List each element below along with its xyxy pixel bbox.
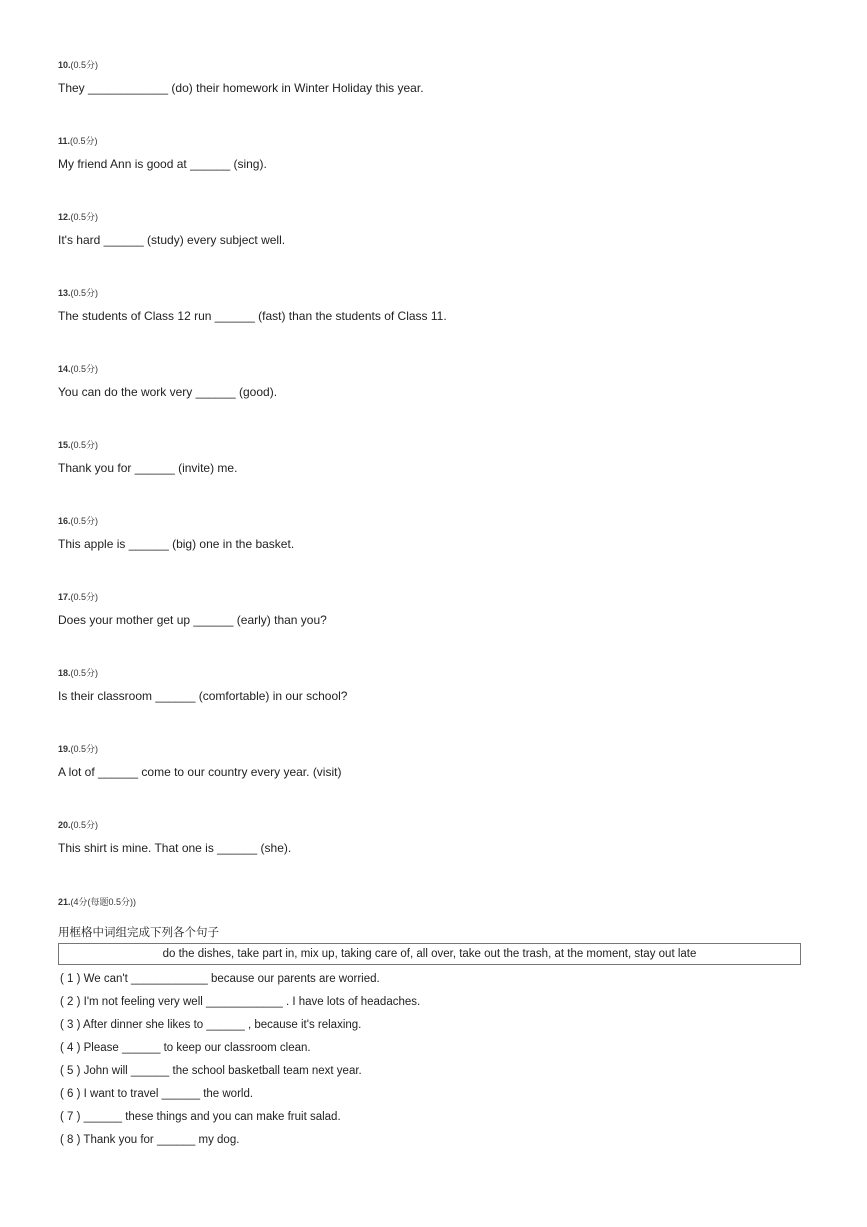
question-score: (4分(每题0.5分))	[70, 897, 137, 907]
word-bank-box: do the dishes, take part in, mix up, taking care of, all over, take out the trash, at the moment, stay out late	[58, 943, 801, 965]
question-text: This shirt is mine. That one is ______ (she).	[58, 841, 292, 855]
sub-question-5: ( 5 ) John will ______ the school basketball team next year.	[60, 1065, 362, 1077]
question-text: This apple is ______ (big) one in the basket.	[58, 537, 295, 551]
question-score: (0.5分)	[70, 592, 99, 602]
question-score: (0.5分)	[70, 136, 98, 146]
question-number: 15.	[58, 440, 71, 450]
question-17	[58, 590, 327, 627]
sub-question-4: ( 4 ) Please ______ to keep our classroom clean.	[60, 1042, 311, 1054]
question-number: 21.	[58, 897, 71, 907]
question-15	[58, 438, 238, 475]
question-14	[58, 362, 278, 399]
question-20	[58, 818, 292, 855]
question-text: It's hard ______ (study) every subject well.	[58, 233, 286, 247]
question-score: (0.5分)	[70, 364, 99, 374]
question-text: The students of Class 12 run ______ (fast) than the students of Class 11.	[58, 309, 447, 323]
sub-question-6: ( 6 ) I want to travel ______ the world.	[60, 1088, 254, 1100]
question-number: 17.	[58, 592, 71, 602]
question-instruction: 用框格中词组完成下列各个句子	[58, 927, 219, 939]
sub-question-7: ( 7 ) ______ these things and you can make fruit salad.	[60, 1111, 341, 1123]
question-text: Does your mother get up ______ (early) than you?	[58, 613, 327, 627]
question-13	[58, 286, 447, 323]
question-12	[58, 210, 286, 247]
sub-question-1: ( 1 ) We can't ____________ because our parents are worried.	[60, 973, 380, 985]
question-text: Thank you for ______ (invite) me.	[58, 461, 238, 475]
question-score: (0.5分)	[70, 288, 99, 298]
question-text: You can do the work very ______ (good).	[58, 385, 278, 399]
sub-question-8: ( 8 ) Thank you for ______ my dog.	[60, 1134, 240, 1146]
question-text: They ____________ (do) their homework in Winter Holiday this year.	[58, 81, 424, 95]
question-score: (0.5分)	[70, 212, 99, 222]
question-number: 11.	[58, 136, 71, 146]
question-text: My friend Ann is good at ______ (sing).	[58, 157, 267, 171]
question-number: 16.	[58, 516, 71, 526]
question-number: 14.	[58, 364, 71, 374]
question-19	[58, 742, 342, 779]
question-number: 12.	[58, 212, 71, 222]
question-score: (0.5分)	[70, 744, 99, 754]
question-21-header	[58, 895, 136, 909]
question-score: (0.5分)	[70, 820, 99, 830]
question-number: 18.	[58, 668, 71, 678]
question-number: 13.	[58, 288, 71, 298]
question-score: (0.5分)	[70, 668, 99, 678]
question-score: (0.5分)	[70, 60, 99, 70]
question-text: Is their classroom ______ (comfortable) in our school?	[58, 689, 348, 703]
question-10	[58, 58, 424, 95]
question-number: 19.	[58, 744, 71, 754]
question-11	[58, 134, 267, 171]
question-18	[58, 666, 348, 703]
sub-question-2: ( 2 ) I'm not feeling very well ____________ . I have lots of headaches.	[60, 996, 421, 1008]
question-score: (0.5分)	[70, 440, 99, 450]
question-16	[58, 514, 295, 551]
question-number: 10.	[58, 60, 71, 70]
question-number: 20.	[58, 820, 71, 830]
question-score: (0.5分)	[70, 516, 99, 526]
sub-question-3: ( 3 ) After dinner she likes to ______ , because it's relaxing.	[60, 1019, 362, 1031]
question-text: A lot of ______ come to our country every year. (visit)	[58, 765, 342, 779]
